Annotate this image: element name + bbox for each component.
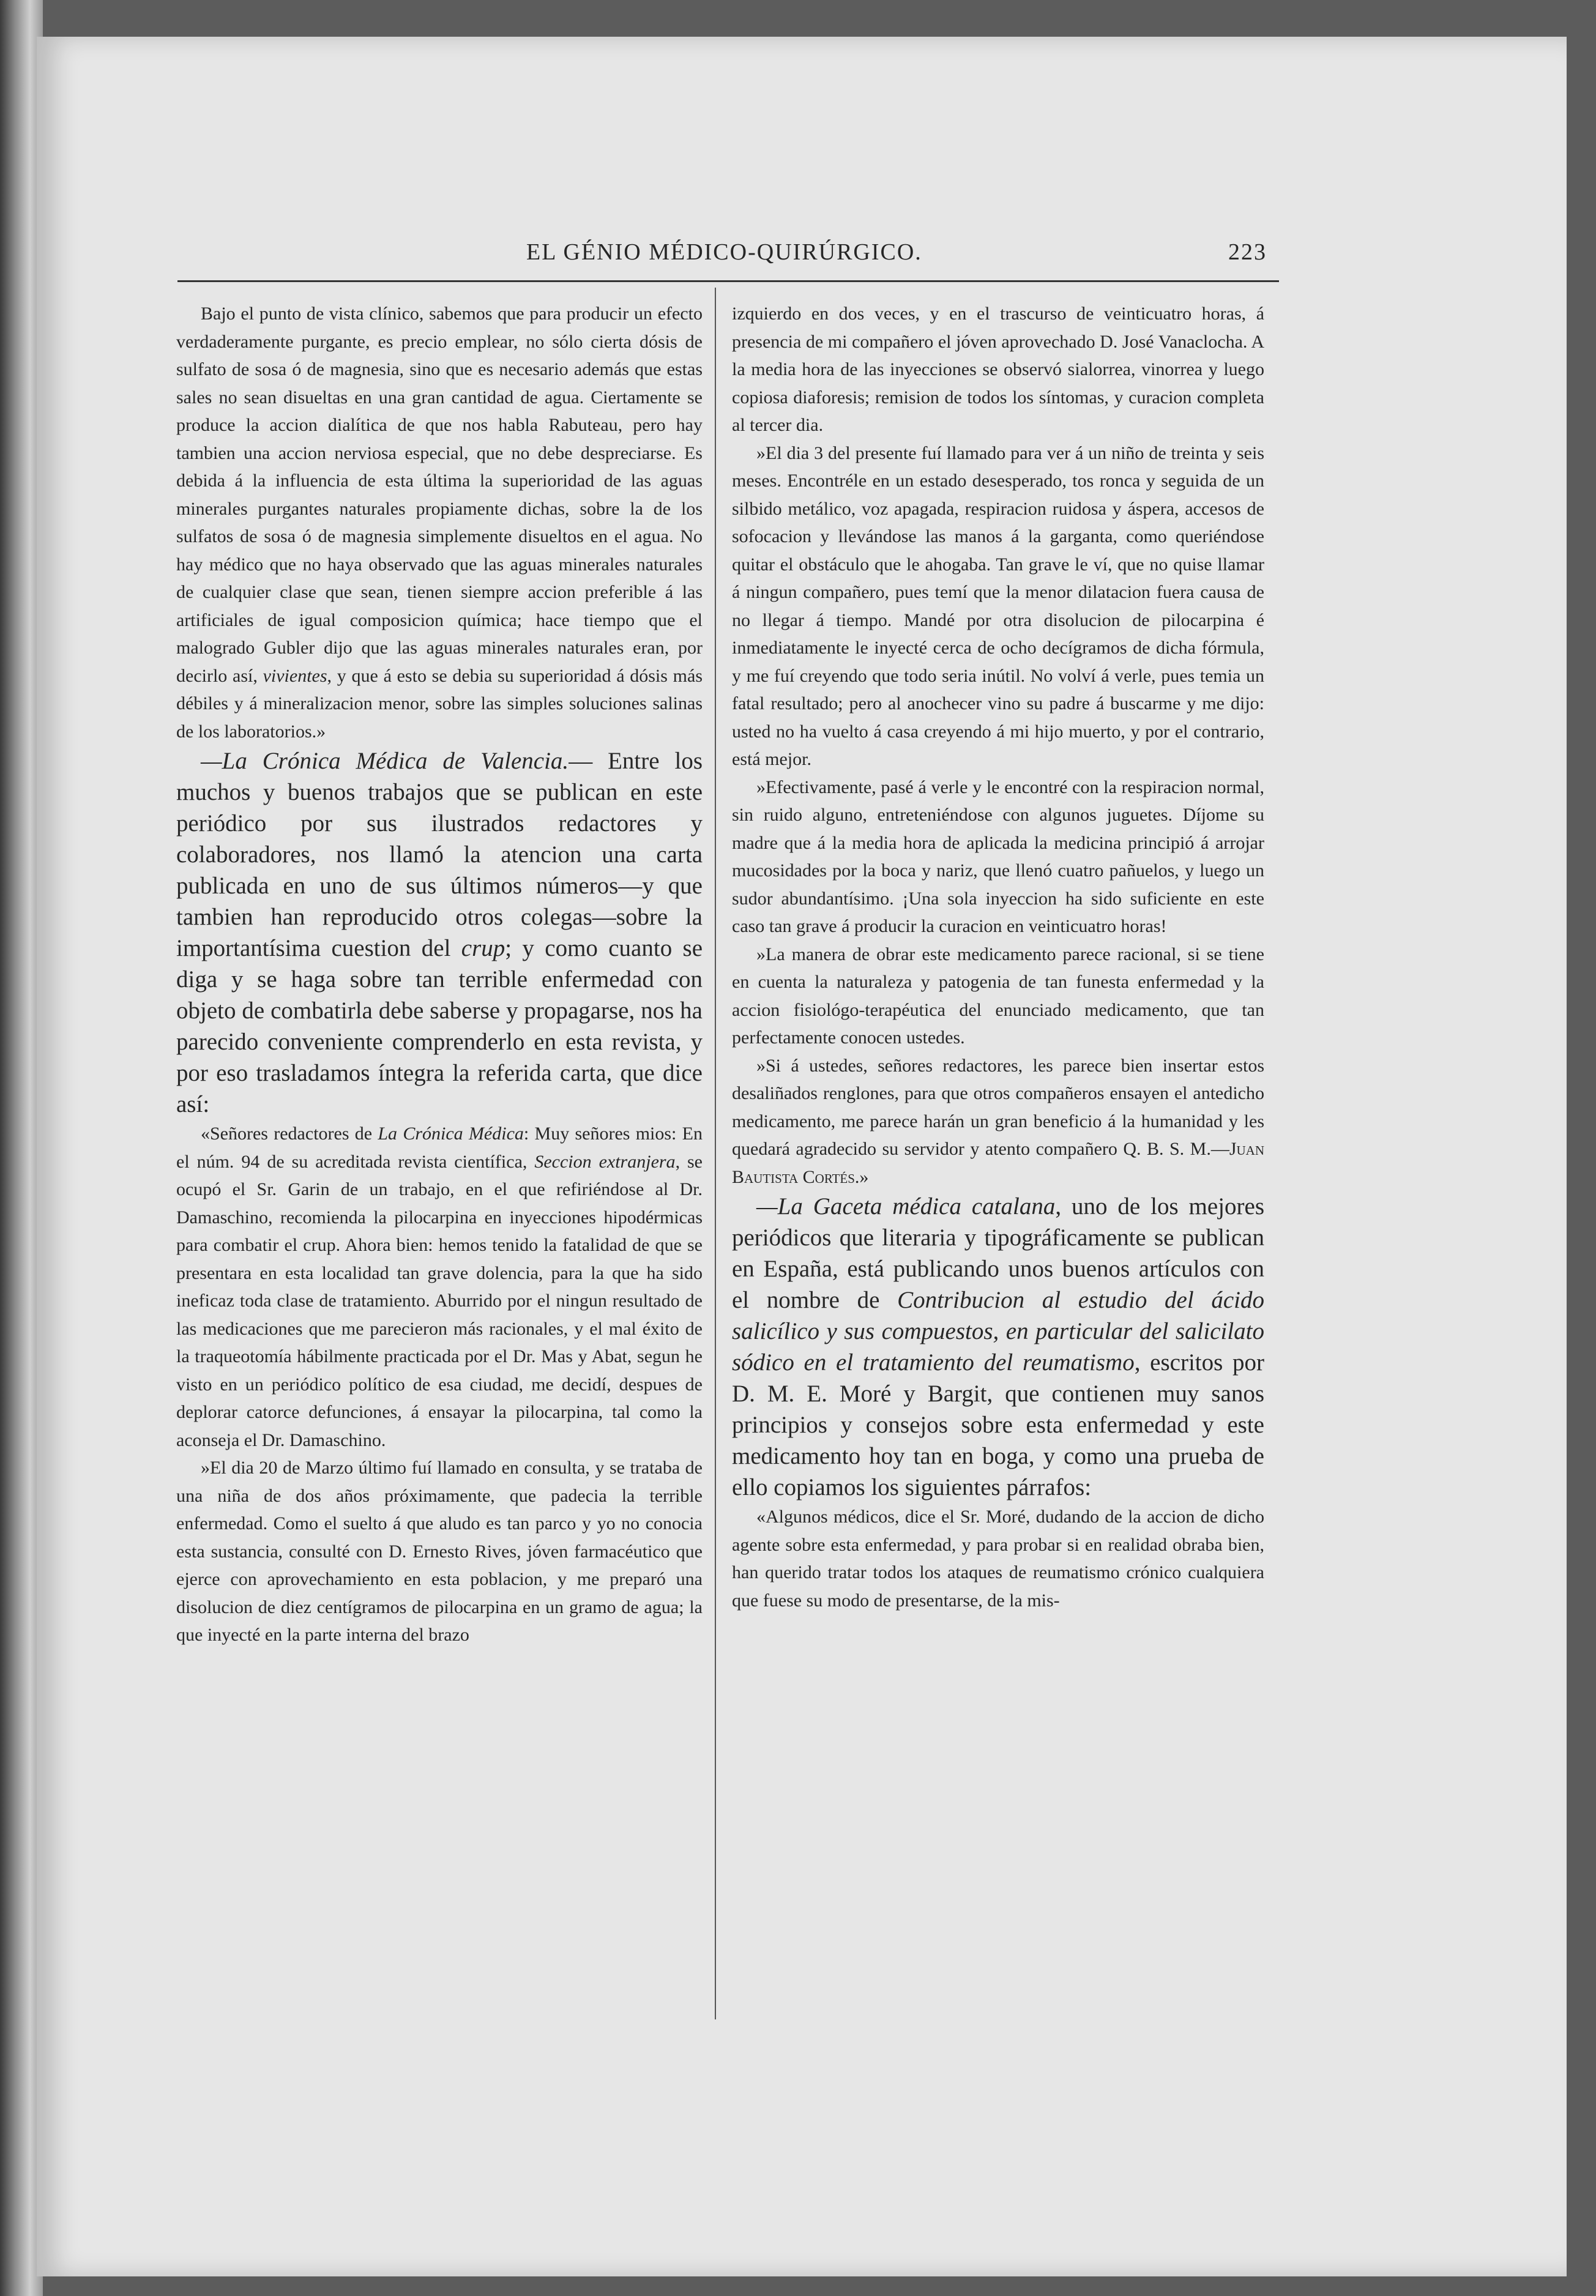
paragraph <box>176 1120 703 1454</box>
page-number: 223 <box>1228 239 1267 265</box>
left-column <box>176 300 703 1649</box>
work-title: Contribucion al estudio del ácido salicílico y sus compuestos, en particular del salicilato sódico en el tratamiento del reumatismo <box>732 1287 1265 1376</box>
paragraph-text: »Si á ustedes, señores redactores, les parece bien insertar estos desaliñados renglones, para que otros compañeros ensayen el antedicho medicamento, me parece harán un gran beneficio á la humanidad y les quedará agradecido su servidor y atento compañero Q. B. S. M.— <box>732 1055 1264 1159</box>
journal-title: EL GÉNIO MÉDICO-QUIRÚRGICO. <box>526 239 922 265</box>
paragraph: »El dia 3 del presente fuí llamado para ver á un niño de treinta y seis meses. Encontréle en un estado desesperado, tos ronca y seguida de un silbido metálico, voz apagada, respiracion ruidosa y áspera, accesos de sofocacion y llevándose las manos á la garganta, como queriéndose quitar el obstáculo que le ahogaba. Tan grave le ví, que no quise llamar á ningun compañero, pues temí que la menor dilatacion fuera causa de no llegar á tiempo. Mandé por otra disolucion de pilocarpina é inmediatamente le inyecté cerca de ocho decígramos de dicha fórmula, y me fuí creyendo que todo seria inútil. No volví á verle, pues temia un fatal resultado; pero al anochecer vino su padre á buscarme y me dijo: usted no ha vuelto á casa creyendo á mi hijo muerto, y por el contrario, está mejor. <box>732 442 1264 769</box>
paragraph: »La manera de obrar este medicamento parece racional, si se tiene en cuenta la naturaleza y patogenia de tan funesta enfermedad y la accion fisiológo-terapéutica del enunciado medicamento, que tan perfectamente conocen ustedes. <box>732 944 1264 1048</box>
paragraph <box>176 745 703 1120</box>
section-title: —La Crónica Médica de Valencia. <box>201 748 569 774</box>
right-column <box>732 300 1264 1614</box>
emphasis-text: Seccion extranjera <box>534 1151 676 1172</box>
paragraph <box>176 300 703 745</box>
running-header <box>177 239 1267 275</box>
emphasis-text: vivientes <box>263 665 327 686</box>
section-title: —La Gaceta médica catalana <box>756 1193 1056 1220</box>
paragraph: izquierdo en dos veces, y en el trascurso de veinticuatro horas, á presencia de mi compañero el jóven aprovechado D. José Vanaclocha. A la media hora de las inyecciones se observó sialorrea, vinorrea y luego copiosa diaforesis; remision de todos los síntomas, y curacion completa al tercer dia. <box>732 304 1264 435</box>
paragraph-text: «Señores redactores de <box>201 1124 373 1144</box>
paragraph-text: , uno de los mejores periódicos que literaria y tipográficamente se publican en España, está publicando unos buenos artículos con el nombre de <box>732 1193 1264 1313</box>
paragraph-text: , escritos por D. M. E. Moré y Bargit, que contienen muy sanos principios y consejos sobre esta enfermedad y este medicamento hoy tan en boga, y como una prueba de ello copiamos los siguientes párrafos: <box>732 1349 1264 1500</box>
signature: Juan Bautista Cortés <box>732 1139 1264 1187</box>
paragraph: »Efectivamente, pasé á verle y le encontré con la respiracion normal, sin ruido alguno, entreteniéndose con algunos juguetes. Díjome su madre que á la media hora de aplicada la medicina principió á arrojar mucosidades por la boca y nariz, que llenó cuatro pañuelos, y luego un sudor abundantísimo. ¡Una sola inyeccion ha sido suficiente en este caso tan grave á producir la curacion en veinticuatro horas! <box>732 777 1264 936</box>
paragraph-text: Bajo el punto de vista clínico, sabemos que para producir un efecto verdaderamente purgante, es precio emplear, no sólo cierta dósis de sulfato de sosa ó de magnesia, sino que es necesario además que estas sales no sean disueltas en una gran cantidad de agua. Ciertamente se produce la accion dialítica de que nos habla Rabuteau, pero hay tambien una accion nerviosa especial, que no debe despreciarse. Es debida á la influencia de esta última la superioridad de las aguas minerales purgantes naturales propiamente dichas, sobre la de los sulfatos de sosa ó de magnesia simplemente disueltos en el agua. No hay médico que no haya observado que las aguas minerales naturales de cualquier clase que sean, tienen siempre accion preferible á las artificiales de igual composicion química; hace tiempo que el malogrado Gubler dijo que las aguas minerales naturales eran, por decirlo así, <box>176 304 703 686</box>
paragraph: »El dia 20 de Marzo último fuí llamado en consulta, y se trataba de una niña de dos años próximamente, que padecia la terrible enfermedad. Como el suelto á que aludo es tan parco y yo no conocia esta sustancia, consulté con D. Ernesto Rives, jóven farmacéutico que ejerce con aprovechamiento en esta poblacion, y me preparó una disolucion de diez centígramos de pilocarpina en un gramo de agua; la que inyecté en la parte interna del brazo <box>176 1458 703 1645</box>
paragraph <box>732 1052 1264 1191</box>
emphasis-text: La Crónica Médica <box>378 1124 524 1144</box>
paragraph-text: — Entre los muchos y buenos trabajos que se publican en este periódico por sus ilustrados redactores y colaboradores, nos llamó la atencion una carta publicada en uno de sus últimos números—y que tambien han reproducido otros colegas—sobre la importantísima cuestion del <box>176 748 703 961</box>
paragraph: «Algunos médicos, dice el Sr. Moré, dudando de la accion de dicho agente sobre esta enfermedad, y para probar si en realidad obraba bien, han querido tratar todos los ataques de reumatismo crónico cualquiera que fuese su modo de presentarse, de la mis- <box>732 1507 1264 1611</box>
paragraph-text: ; y como cuanto se diga y se haga sobre tan terrible enfermedad con objeto de combatirla debe saberse y propagarse, nos ha parecido conveniente comprenderlo en esta revista, y por eso trasladamos íntegra la referida carta, que dice así: <box>176 935 703 1117</box>
emphasis-text: crup <box>461 935 505 961</box>
paragraph-text: : Muy señores mios: En el núm. 94 de su acreditada revista científica, <box>176 1124 703 1172</box>
header-rule <box>177 280 1279 282</box>
paragraph-text: , y que á esto se debia su superioridad á dósis más débiles y á mineralizacion menor, sobre las simples soluciones salinas de los laboratorios.» <box>176 665 703 742</box>
paragraph-text: , se ocupó el Sr. Garin de un trabajo, en el que refiriéndose al Dr. Damaschino, recomienda la pilocarpina en inyecciones hipodérmicas para combatir el crup. Ahora bien: hemos tenido la fatalidad de que se presentara en esta localidad tan grave dolencia, para la que ha sido ineficaz toda clase de tratamiento. Aburrido por el ningun resultado de las medicaciones que me parecieron más racionales, y el mal éxito de la traqueotomía hábilmente practicada por el Dr. Mas y Abat, segun he visto en un periódico político de esa ciudad, me decidí, despues de deplorar catorce defunciones, á ensayar la pilocarpina, tal como la aconseja el Dr. Damaschino. <box>176 1151 703 1450</box>
column-divider <box>715 288 716 2019</box>
paragraph <box>732 1191 1264 1503</box>
paragraph-text: .» <box>854 1166 869 1187</box>
